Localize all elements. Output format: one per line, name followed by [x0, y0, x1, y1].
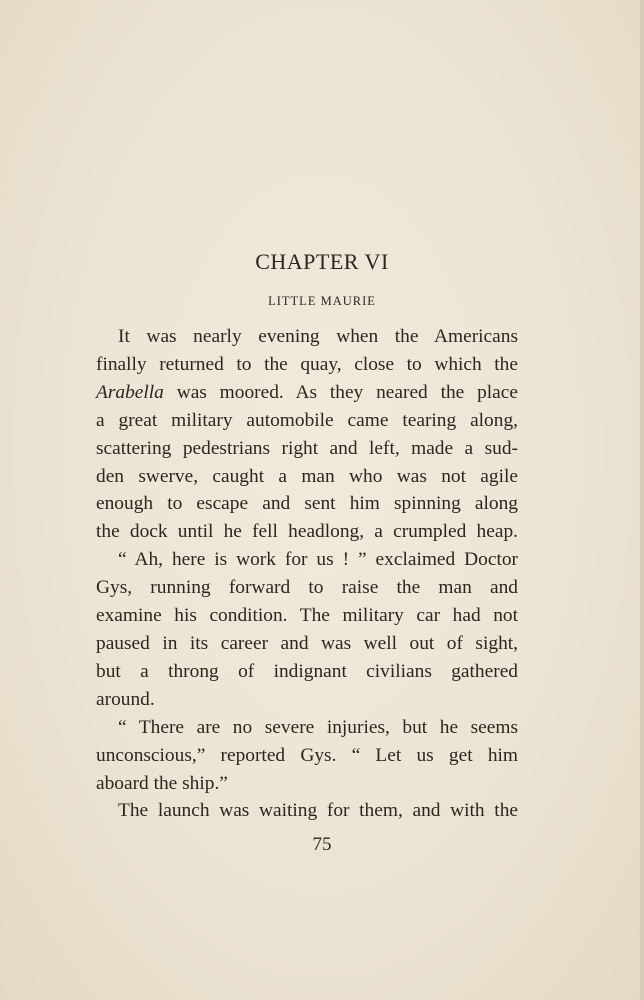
text-line: unconscious,” reported Gys. “ Let us get him [96, 744, 518, 766]
ship-name: Arabella [96, 381, 164, 403]
text-line: but a throng of indignant civilians gathered [96, 660, 518, 682]
page-number: 75 [312, 834, 332, 855]
paragraph-1 [96, 323, 518, 546]
text-line: around. [96, 688, 155, 710]
text-line: scattering pedestrians right and left, made a sud- [96, 437, 518, 459]
paragraph-2 [96, 546, 518, 713]
text-line: “ Ah, here is work for us ! ” exclaimed Doctor [118, 549, 518, 571]
text-line: examine his condition. The military car had not [96, 605, 518, 627]
body-text [96, 323, 518, 825]
text-line: finally returned to the quay, close to which the [96, 353, 518, 375]
text-line: enough to escape and sent him spinning along [96, 493, 518, 515]
text-line: The launch was waiting for them, and with the [118, 800, 518, 822]
text-line-rest: was moored. As they neared the place [176, 381, 518, 403]
paragraph-3 [96, 714, 518, 798]
text-line: paused in its career and was well out of sight, [96, 632, 518, 654]
text-line-with-ship-name [96, 379, 518, 407]
text-line: the dock until he fell headlong, a crumpled heap. [96, 521, 518, 543]
text-line: aboard the ship.” [96, 772, 228, 794]
text-line: “ There are no severe injuries, but he seems [118, 716, 518, 738]
text-line: den swerve, caught a man who was not agile [96, 465, 518, 487]
chapter-heading: CHAPTER VI [255, 249, 389, 274]
text-line: It was nearly evening when the Americans [118, 326, 518, 347]
paragraph-4 [96, 797, 518, 825]
text-line: Gys, running forward to raise the man and [96, 577, 518, 599]
chapter-subtitle: LITTLE MAURIE [268, 294, 376, 308]
text-line: a great military automobile came tearing along, [96, 409, 518, 431]
